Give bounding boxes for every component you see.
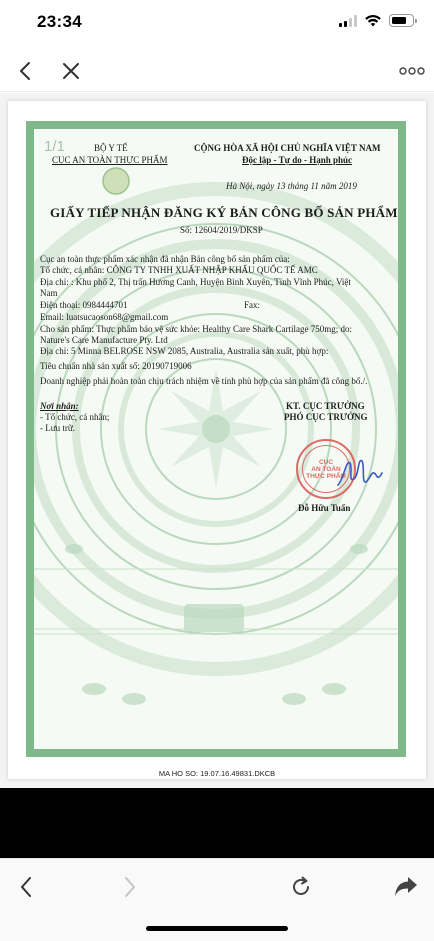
document-page	[8, 101, 426, 779]
status-bar	[0, 0, 434, 48]
address-line-1: Địa chỉ: : Khu phố 2, Thị trấn Hương Canh, Huyện Bình Xuyên, Tỉnh Vĩnh Phúc, Việt	[40, 277, 351, 287]
email-line: Email: luatsucaoson68@gmail.com	[40, 312, 169, 322]
share-button[interactable]	[390, 871, 422, 903]
status-time: 23:34	[37, 12, 82, 31]
chevron-left-icon	[18, 61, 32, 81]
organization-line: Tổ chức, cá nhân: CÔNG TY TNHH XUẤT NHẬP KHẨU QUỐC TẾ AMC	[40, 265, 318, 275]
seal-text: CỤC	[318, 458, 334, 466]
toolbar-back-button[interactable]	[10, 871, 42, 903]
ministry-name: BỘ Y TẾ	[94, 143, 128, 153]
chevron-left-icon	[19, 876, 33, 898]
close-icon	[62, 62, 80, 80]
back-button[interactable]	[10, 56, 40, 86]
responsibility-line: Doanh nghiệp phải hoàn toàn chịu trách nhiệm về tính phù hợp của sản phẩm đã công bố./.	[40, 376, 368, 386]
signature-icon	[334, 449, 384, 497]
standard-line: Tiêu chuẩn nhà sản xuất số: 20190719006	[40, 361, 192, 371]
recipient-item: - Lưu trữ.	[40, 423, 75, 433]
seal-text: THỰC PHẨM	[306, 472, 346, 480]
seal-text: AN TOÀN	[311, 465, 341, 473]
nav-bar	[0, 48, 434, 92]
place-date: Hà Nội, ngày 13 tháng 11 năm 2019	[226, 181, 357, 191]
status-icons	[339, 14, 414, 27]
close-button[interactable]	[56, 56, 86, 86]
black-area	[0, 788, 434, 858]
certificate-title: GIẤY TIẾP NHẬN ĐĂNG KÝ BẢN CÔNG BỐ SẢN PHẨM	[50, 205, 398, 220]
sign-title-2: PHÓ CỤC TRƯỞNG	[284, 412, 368, 422]
sign-title-1: KT. CỤC TRƯỞNG	[286, 401, 365, 411]
recipients-heading: Nơi nhận:	[40, 401, 79, 411]
department-name: CỤC AN TOÀN THỰC PHẨM	[52, 155, 168, 165]
chevron-right-icon	[123, 876, 137, 898]
document-viewer[interactable]	[0, 93, 434, 788]
home-indicator[interactable]	[146, 926, 288, 931]
address-line-2: Nam	[40, 288, 58, 298]
reload-button[interactable]	[285, 871, 317, 903]
reload-icon	[289, 875, 313, 899]
phone-line: Điện thoại: 0984444701	[40, 300, 128, 310]
wifi-icon	[365, 15, 381, 27]
intro-line: Cục an toàn thực phẩm xác nhận đã nhận Bản công bố sản phẩm của:	[40, 254, 290, 264]
certificate-number: Số: 12604/2019/DKSP	[180, 225, 263, 235]
manufacturer-address-line: Địa chỉ: 5 Minna BELROSE NSW 2085, Australia, Australia sản xuất, phù hợp:	[40, 346, 329, 356]
certificate	[26, 121, 406, 757]
country-name: CỘNG HÒA XÃ HỘI CHỦ NGHĨA VIỆT NAM	[194, 143, 381, 153]
toolbar-forward-button[interactable]	[114, 871, 146, 903]
signer-name: Đỗ Hữu Tuấn	[298, 503, 351, 513]
share-arrow-icon	[394, 876, 418, 898]
recipient-item: - Tổ chức, cá nhân;	[40, 412, 110, 422]
fax-line: Fax:	[244, 300, 261, 310]
cellular-signal-icon	[339, 15, 357, 27]
dossier-code: MA HO SO: 19.07.16.49831.DKCB	[158, 769, 276, 778]
motto: Độc lập - Tự do - Hạnh phúc	[242, 155, 353, 165]
more-button[interactable]	[396, 56, 428, 86]
product-line-2: Nature's Care Manufacture Pty. Ltd	[40, 335, 168, 345]
product-line-1: Cho sản phẩm: Thực phẩm bảo vệ sức khỏe: Healthy Care Shark Cartilage 750mg; do:	[40, 324, 353, 334]
battery-icon	[389, 14, 414, 27]
more-dots-icon	[399, 67, 425, 75]
certificate-text	[34, 129, 398, 749]
stamp-mark: 1/1	[44, 138, 65, 155]
